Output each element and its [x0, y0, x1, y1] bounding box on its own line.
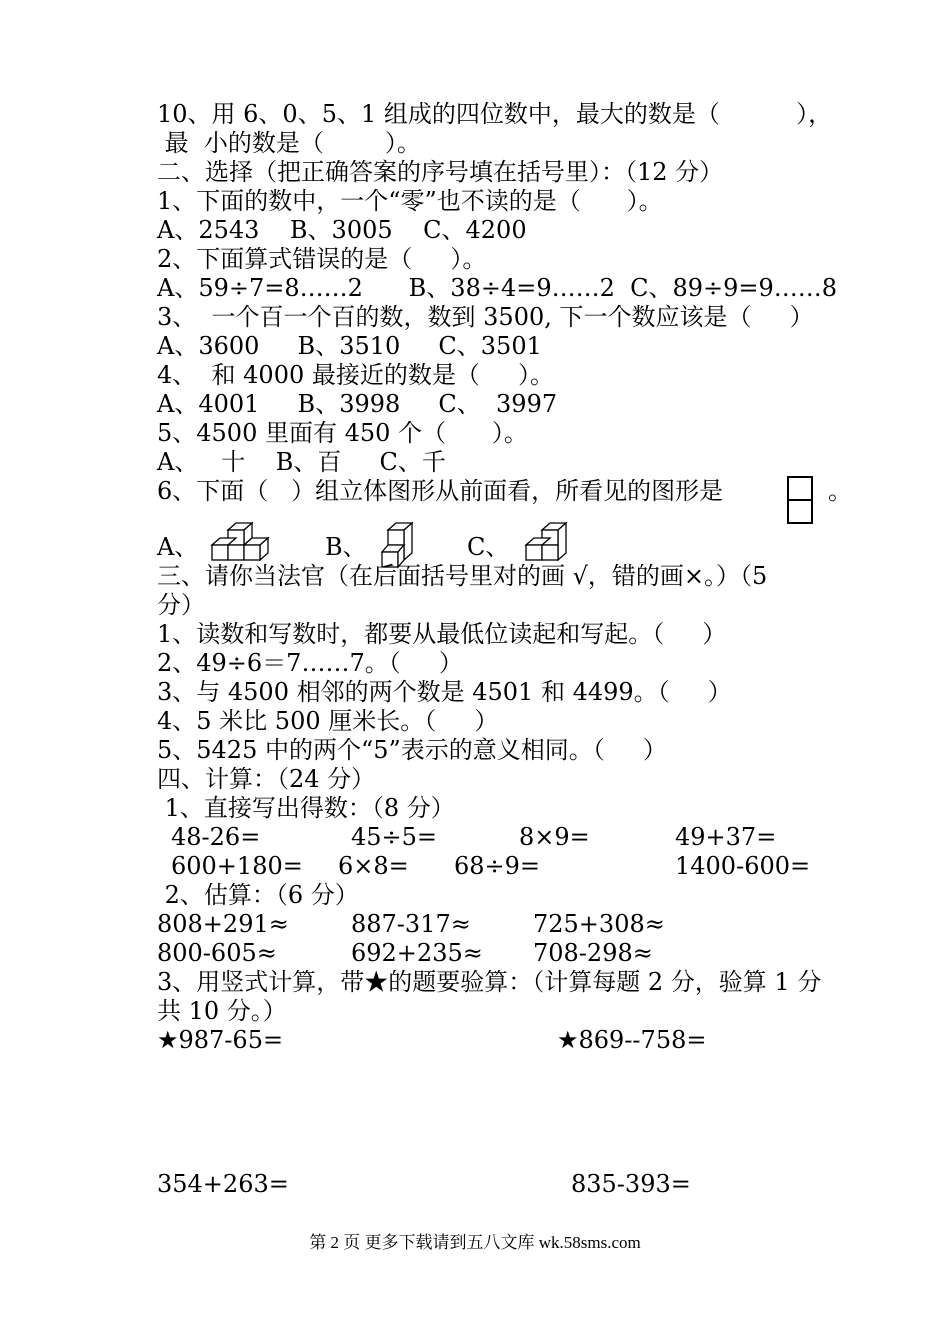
part3-heading: 三、请你当法官（在后面括号里对的画 √，错的画×。）（5 [157, 562, 768, 590]
p2-q4-question: 4、 和 4000 最接近的数是（ ）。 [157, 361, 555, 389]
p4-sub2-r2-c2: 692+235≈ [351, 939, 483, 967]
p2-q1-options: A、2543 B、3005 C、4200 [157, 216, 527, 244]
p3-item-5: 5、5425 中的两个“5”表示的意义相同。（ ） [157, 736, 667, 764]
p2-q3-options: A、3600 B、3510 C、3501 [157, 332, 542, 360]
p4-sub3-r1-c1: ★987-65= [157, 1026, 284, 1054]
p4-sub1-r2-c3: 68÷9= [454, 852, 541, 880]
p3-item-2: 2、49÷6＝7……7。（ ） [157, 649, 463, 677]
page-footer: 第 2 页 更多下载请到五八文库 wk.58sms.com [309, 1233, 641, 1252]
part4-heading: 四、计算：（24 分） [157, 765, 376, 793]
p4-sub2-r1-c1: 808+291≈ [157, 910, 289, 938]
p4-sub3-r1-c2: ★869--758= [557, 1026, 707, 1054]
p4-sub1-r1-c1: 48-26= [171, 823, 261, 851]
p4-sub1-heading: 1、直接写出得数：（8 分） [157, 794, 455, 822]
p2-q6-label-c: C、 [467, 533, 510, 561]
p4-sub1-r1-c2: 45÷5= [351, 823, 438, 851]
p4-sub3-r2-c1: 354+263= [157, 1170, 289, 1198]
p4-sub2-heading: 2、估算：（6 分） [157, 881, 359, 909]
p2-q6-label-a: A、 [157, 533, 199, 561]
p2-q2-question: 2、下面算式错误的是（ ）。 [157, 245, 487, 273]
p2-q6-question-end: 。 [828, 477, 852, 505]
p3-item-1: 1、读数和写数时，都要从最低位读起和写起。（ ） [157, 620, 727, 648]
p4-sub1-r2-c4: 1400-600= [675, 852, 811, 880]
p2-q5-question: 5、4500 里面有 450 个（ ）。 [157, 419, 528, 447]
p4-sub3-r2-c2: 835-393= [571, 1170, 691, 1198]
q10-line1: 10、用 6、0、5、1 组成的四位数中，最大的数是（ ）， [157, 100, 833, 128]
p4-sub3-heading: 3、用竖式计算，带★的题要验算：（计算每题 2 分，验算 1 分 [157, 968, 822, 996]
p4-sub1-r2-c2: 6×8= [338, 852, 409, 880]
p4-sub2-r1-c2: 887-317≈ [351, 910, 471, 938]
p4-sub1-r1-c4: 49+37= [675, 823, 777, 851]
p2-q5-options: A、 十 B、百 C、千 [157, 448, 446, 476]
p2-q6-question: 6、下面（ ）组立体图形从前面看，所看见的图形是 [157, 477, 724, 505]
p3-item-4: 4、5 米比 500 厘米长。（ ） [157, 707, 499, 735]
front-view-figure [787, 476, 815, 526]
part2-heading: 二、选择（把正确答案的序号填在括号里）：（12 分） [157, 158, 724, 186]
p2-q1-question: 1、下面的数中，一个“零”也不读的是（ ）。 [157, 187, 663, 215]
p4-sub1-r2-c1: 600+180= [171, 852, 303, 880]
p2-q2-options: A、59÷7=8……2 B、38÷4=9……2 C、89÷9=9……8 [157, 274, 838, 302]
p2-q6-label-b: B、 [325, 533, 367, 561]
p4-sub2-r1-c3: 725+308≈ [533, 910, 665, 938]
p4-sub2-r2-c3: 708-298≈ [533, 939, 653, 967]
p4-sub3-heading-cont: 共 10 分。） [157, 997, 287, 1025]
p2-q4-options: A、4001 B、3998 C、 3997 [157, 390, 558, 418]
q10-line2: 最 小的数是（ ）。 [157, 129, 421, 157]
p4-sub1-r1-c3: 8×9= [519, 823, 590, 851]
p3-item-3: 3、与 4500 相邻的两个数是 4501 和 4499。（ ） [157, 678, 732, 706]
p4-sub2-r2-c1: 800-605≈ [157, 939, 277, 967]
p2-q3-question: 3、 一个百一个百的数，数到 3500, 下一个数应该是（ ） [157, 303, 814, 331]
part3-heading-cont: 分） [157, 591, 205, 619]
